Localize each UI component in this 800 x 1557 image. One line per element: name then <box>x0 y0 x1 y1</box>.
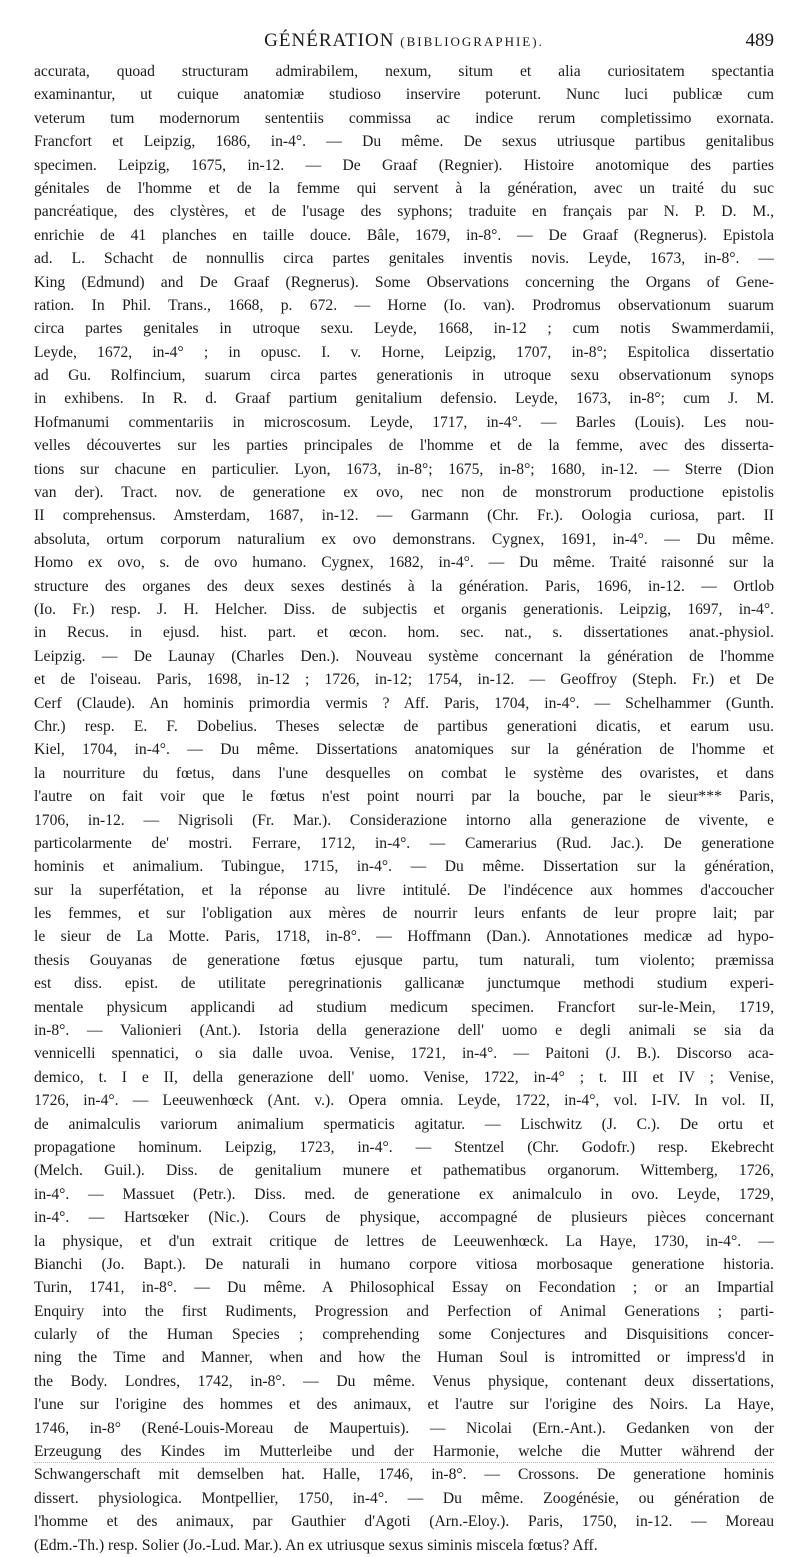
text-line: ad Gu. Rolfincium, suarum circa partes generationis in utroque sexu observationum synops <box>34 367 774 385</box>
text-line: mentale physicum applicandi ad studium medicum specimen. Francfort sur-le-Mein, 1719, <box>34 998 774 1016</box>
text-line: Bianchi (Jo. Bapt.). De naturali in humano corpore vitiosa morbosaque generatione historia. <box>34 1255 774 1273</box>
text-line: dissert. physiologica. Montpellier, 1750, in-4°. — Du même. Zoogénésie, ou génération de <box>34 1489 774 1507</box>
body-text <box>34 60 774 1557</box>
text-line: et de l'oiseau. Paris, 1698, in-12 ; 1726, in-12; 1754, in-12. — Geoffroy (Steph. Fr.) et De <box>34 671 774 689</box>
text-line: 1726, in-4°. — Leeuwenhœck (Ant. v.). Opera omnia. Leyde, 1722, in-4°, vol. I-IV. In vol. II, <box>34 1092 774 1110</box>
text-line: ning the Time and Manner, when and how the Human Soul is intromitted or impress'd in <box>34 1349 774 1367</box>
text-line: sur la superfétation, et la réponse au livre intitulé. De l'indécence aux hommes d'accoucher <box>34 881 774 899</box>
text-line: in-8°. — Valionieri (Ant.). Istoria della generazione dell' uomo e degli animali se sia da <box>34 1022 774 1040</box>
text-line: in-4°. — Massuet (Petr.). Diss. med. de generatione ex animalculo in ovo. Leyde, 1729, <box>34 1185 774 1203</box>
text-line: le sieur de La Motte. Paris, 1718, in-8°. — Hoffmann (Dan.). Annotationes medicæ ad hypo- <box>34 928 774 946</box>
text-line: in Recus. in ejusd. hist. part. et œcon. hom. sec. nat., s. dissertationes anat.-physiol. <box>34 624 774 642</box>
text-line: circa partes genitales in utroque sexu. Leyde, 1668, in-12 ; cum notis Swammerdamii, <box>34 320 774 338</box>
text-line: l'homme et des animaux, par Gauthier d'Agoti (Arn.-Eloy.). Paris, 1750, in-12. — Moreau <box>34 1513 774 1531</box>
text-line: pancréatique, des clystères, et de l'usage des syphons; traduite en français par N. P. D. M., <box>34 203 774 221</box>
text-line: tions sur chacune en particulier. Lyon, 1673, in-8°; 1675, in-8°; 1680, in-12. — Sterre (Dion <box>34 460 774 478</box>
text-line: absoluta, ortum corporum naturalium ex ovo demonstrans. Cygnex, 1691, in-4°. — Du même. <box>34 530 774 548</box>
text-line: demico, t. I e II, della generazione dell' uomo. Venise, 1722, in-4° ; t. III et IV ; Venise, <box>34 1068 774 1086</box>
text-line: ration. In Phil. Trans., 1668, p. 672. — Horne (Io. van). Prodromus observationum suarum <box>34 296 774 314</box>
text-line: hominis et animalium. Tubingue, 1715, in-4°. — Du même. Dissertation sur la génération, <box>34 858 774 876</box>
text-line: les femmes, et sur l'obligation aux mères de nourrir leurs enfants de leur propre lait; par <box>34 905 774 923</box>
text-line: in exhibens. In R. d. Graaf partium genitalium defensio. Leyde, 1673, in-8°; cum J. M. <box>34 390 774 408</box>
text-line: génitales de l'homme et de la femme qui servent à la génération, avec un traité du suc <box>34 179 774 197</box>
text-line: l'une sur l'origine des hommes et des animaux, et l'autre sur l'origine des Noirs. La Haye, <box>34 1396 774 1414</box>
text-line: accurata, quoad structuram admirabilem, nexum, situm et alia curiositatem spectantia <box>34 63 774 80</box>
text-line: est diss. epist. de utilitate peregrinationis gallicanæ junctumque methodi studium experi- <box>34 975 774 993</box>
text-line: Francfort et Leipzig, 1686, in-4°. — Du même. De sexus utriusque partibus genitalibus <box>34 133 774 151</box>
page-footer-rule <box>34 1462 774 1467</box>
text-line: (Edm.-Th.) resp. Solier (Jo.-Lud. Mar.). An ex utriusque sexus siminis miscela fœtus? Aff. <box>34 1536 598 1554</box>
text-line: structure des organes des deux sexes destinés à la génération. Paris, 1696, in-12. — Ortlob <box>34 577 774 595</box>
text-line: Erzeugung des Kindes im Mutterleibe und der Harmonie, welche die Mutter während der <box>34 1443 774 1461</box>
text-line: II comprehensus. Amsterdam, 1687, in-12. — Garmann (Chr. Fr.). Oologia curiosa, part. II <box>34 507 774 525</box>
text-line: Leyde, 1672, in-4° ; in opusc. I. v. Horne, Leipzig, 1707, in-8°; Espitolica dissertatio <box>34 343 774 361</box>
text-line: Chr.) resp. E. F. Dobelius. Theses selectæ de partibus generationi dicatis, et earum usu. <box>34 717 774 735</box>
text-line: l'autre on fait voir que le fœtus n'est point nourri par la bouche, par le sieur*** Paris, <box>34 788 774 806</box>
text-line: veterum tum modernorum sententiis commissa ac indice rerum completissimo exornata. <box>34 109 774 127</box>
text-line: specimen. Leipzig, 1675, in-12. — De Graaf (Regnier). Histoire anotomique des parties <box>34 156 774 174</box>
text-line: in-4°. — Hartsœker (Nic.). Cours de physique, accompagné de plusieurs pièces concernant <box>34 1209 774 1227</box>
text-line: la physique, et d'un extrait critique de lettres de Leeuwenhœck. La Haye, 1730, in-4°. — <box>34 1232 774 1250</box>
text-line: thesis Gouyanas de generatione fœtus ejusque partu, tum naturali, tum violento; præmissa <box>34 951 774 969</box>
text-line: propagatione hominum. Leipzig, 1723, in-4°. — Stentzel (Chr. Godofr.) resp. Ekebrecht <box>34 1138 774 1156</box>
text-line: particolarmente de' mostri. Ferrare, 1712, in-4°. — Camerarius (Rud. Jac.). De generatione <box>34 834 774 852</box>
text-line: Leipzig. — De Launay (Charles Den.). Nouveau système concernant la génération de l'homme <box>34 647 774 665</box>
running-title <box>34 30 774 52</box>
running-header <box>34 28 774 56</box>
page-number: 489 <box>745 30 774 51</box>
text-line: 1746, in-8° (René-Louis-Moreau de Maupertuis). — Nicolai (Ern.-Ant.). Gedanken von der <box>34 1419 774 1437</box>
text-line: cularly of the Human Species ; comprehending some Conjectures and Disquisitions concer- <box>34 1326 774 1344</box>
text-line: Homo ex ovo, s. de ovo humano. Cygnex, 1682, in-4°. — Du même. Traité raisonné sur la <box>34 554 774 572</box>
text-line: Kiel, 1704, in-4°. — Du même. Dissertations anatomiques sur la génération de l'homme et <box>34 741 774 759</box>
text-line: 1706, in-12. — Nigrisoli (Fr. Mar.). Considerazione intorno alla generazione de vivente, e <box>34 811 774 829</box>
text-line: (Melch. Guil.). Diss. de genitalium munere et pathematibus organorum. Wittemberg, 1726, <box>34 1162 774 1180</box>
text-line: Turin, 1741, in-8°. — Du même. A Philosophical Essay on Fecondation ; or an Impartial <box>34 1279 774 1297</box>
text-line: vennicelli spennatici, o sia dalle uvoa. Venise, 1721, in-4°. — Paitoni (J. B.). Discorso aca- <box>34 1045 774 1063</box>
text-line: velles découvertes sur les parties principales de l'homme et de la femme, avec des disserta- <box>34 437 774 455</box>
text-line: enrichie de 41 planches en taille douce. Bâle, 1679, in-8°. — De Graaf (Regnerus). Epistola <box>34 226 774 244</box>
text-line: la nourriture du fœtus, dans l'une desquelles on combat le système des ovaristes, et dans <box>34 764 774 782</box>
text-line: (Io. Fr.) resp. J. H. Helcher. Diss. de subjectis et organis generationis. Leipzig, 1697, in-4°. <box>34 600 774 618</box>
text-line: Cerf (Claude). An hominis primordia vermis ? Aff. Paris, 1704, in-4°. — Schelhammer (Gunth. <box>34 694 774 712</box>
text-line: Hofmanumi commentariis in microscosum. Leyde, 1717, in-4°. — Barles (Louis). Les nou- <box>34 413 774 431</box>
text-line: van der). Tract. nov. de generatione ex ovo, nec non de monstrorum productione epistolis <box>34 484 774 502</box>
text-line: Schwangerschaft mit demselben hat. Halle, 1746, in-8°. — Crossons. De generatione hominis <box>34 1466 774 1484</box>
text-line: de animalculis variorum animalium spermaticis agitatur. — Lischwitz (J. C.). De ortu et <box>34 1115 774 1133</box>
text-line: Enquiry into the first Rudiments, Progression and Perfection of Animal Generations ; parti- <box>34 1302 774 1320</box>
text-line: King (Edmund) and De Graaf (Regnerus). Some Observations concerning the Organs of Gene- <box>34 273 774 291</box>
header-subtitle: (BIBLIOGRAPHIE). <box>400 34 544 49</box>
header-title: GÉNÉRATION <box>264 30 395 51</box>
text-line: ad. L. Schacht de nonnullis circa partes genitales inventis novis. Leyde, 1673, in-8°. — <box>34 250 774 268</box>
text-line: examinantur, ut cuique anatomiæ studioso inservire poterunt. Nunc luci publicæ cum <box>34 86 774 104</box>
text-line: the Body. Londres, 1742, in-8°. — Du même. Venus physique, contenant deux dissertations, <box>34 1372 774 1390</box>
